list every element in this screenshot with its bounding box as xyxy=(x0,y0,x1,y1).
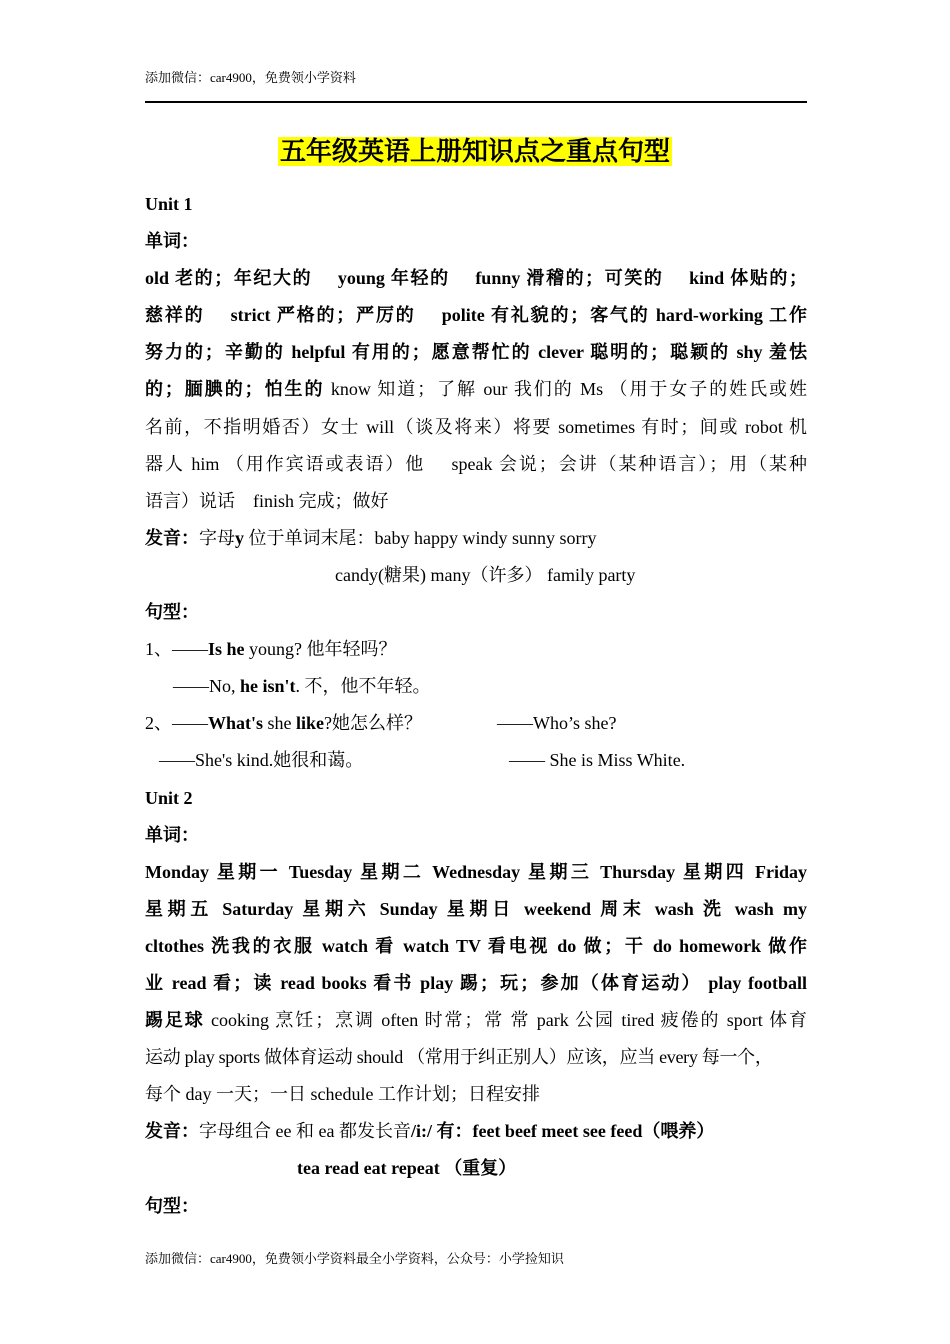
sentence-answer-right: —— She is Miss White. xyxy=(509,750,686,771)
sentence-key: What's xyxy=(208,713,264,734)
unit2-phonics-examples: /i:/ 有：feet beef meet see feed（喂养） xyxy=(410,1121,715,1142)
unit1-sentences-label: 句型： xyxy=(145,602,199,623)
unit2-vocab-line: 每个 day 一天；一日 schedule 工作计划；日程安排 xyxy=(145,1084,540,1105)
unit1-vocab-line: 努力的；辛勤的 helpful 有用的；愿意帮忙的 clever 聪明的；聪颖的 shy 羞怯 xyxy=(145,342,807,363)
sentence-key: he isn't xyxy=(240,676,296,697)
unit1-phonics-examples: 位于单词末尾：baby happy windy sunny sorry xyxy=(248,527,597,548)
page-header-note: 添加微信：car4900，免费领小学资料 xyxy=(145,70,356,85)
unit2-vocab-line: 运动 play sports 做体育运动 should （常用于纠正别人）应该，应当 every 每一个， xyxy=(145,1047,773,1068)
unit2-vocab-line xyxy=(145,1002,807,1039)
unit2-vocab-bold-part: 踢足球 xyxy=(145,1010,205,1031)
header-divider xyxy=(145,101,807,103)
unit1-phonics-text: 字母 xyxy=(199,527,235,548)
unit2-phonics-examples-2: tea read eat repeat （重复） xyxy=(297,1158,517,1179)
sentence-answer-right: ——Who’s she? xyxy=(497,713,617,734)
unit1-vocab-line: 语言）说话 finish 完成；做好 xyxy=(145,490,389,511)
unit2-sentences-label: 句型： xyxy=(145,1195,199,1216)
unit1-phonics-examples-2: candy(糖果) many（许多） family party xyxy=(335,564,636,585)
page-footer-note: 添加微信：car4900，免费领小学资料最全小学资料，公众号：小学捡知识 xyxy=(145,1251,564,1266)
sentence-key: Is he xyxy=(208,639,245,660)
unit1-sentence-2a xyxy=(145,705,807,742)
unit1-sentence-1a xyxy=(145,631,807,668)
unit2-phonics-text: 字母组合 ee 和 ea 都发长音 xyxy=(199,1121,411,1142)
unit1-sentence-2b xyxy=(145,742,807,779)
sentence-mid: she xyxy=(263,713,297,734)
unit1-sentence-1b xyxy=(145,668,807,705)
unit2-heading: Unit 2 xyxy=(145,787,193,808)
sentence-prefix: 2、—— xyxy=(145,713,208,734)
unit1-phonics-label: 发音： xyxy=(145,527,199,548)
document-body xyxy=(145,186,807,1225)
unit1-phonics xyxy=(145,520,807,557)
unit2-vocab-line: 业 read 看；读 read books 看书 play 踢；玩；参加（体育运动） play football xyxy=(145,972,807,993)
unit1-heading: Unit 1 xyxy=(145,194,193,214)
unit1-vocab-line: 器人 him （用作宾语或表语）他 speak 会说；会讲（某种语言）；用（某种 xyxy=(145,453,807,474)
unit2-vocab-line: Monday 星期一 Tuesday 星期二 Wednesday 星期三 Thursday 星期四 Friday xyxy=(145,861,807,882)
unit2-vocab-label: 单词： xyxy=(145,824,199,845)
unit1-vocab-line xyxy=(145,371,807,408)
unit2-vocab-line: 星期五 Saturday 星期六 Sunday 星期日 weekend 周末 wash 洗 wash my xyxy=(145,898,807,919)
unit1-phonics-letter: y xyxy=(235,527,244,548)
title-highlight: 五年级英语上册知识点之重点句型 xyxy=(279,137,670,166)
sentence-rest: ?她怎么样？ xyxy=(324,713,423,734)
unit2-vocab-line: cltothes 洗我的衣服 watch 看 watch TV 看电视 do 做；干 do homework 做作 xyxy=(145,935,807,956)
unit2-phonics-label: 发音： xyxy=(145,1121,199,1142)
sentence-rest: . 不，他不年轻。 xyxy=(295,676,431,697)
unit1-vocab-label: 单词： xyxy=(145,231,199,252)
sentence-rest: young? 他年轻吗？ xyxy=(244,639,397,660)
unit2-vocab-regular-part: cooking 烹饪；烹调 often 时常；常 常 park 公园 tired 疲倦的 sport 体育 xyxy=(211,1010,807,1031)
sentence-prefix: 1、—— xyxy=(145,639,208,660)
unit1-vocab-line: 名前，不指明婚否）女士 will（谈及将来）将要 sometimes 有时；间或 robot 机 xyxy=(145,416,807,437)
unit2-phonics xyxy=(145,1113,807,1150)
sentence-prefix: ——No, xyxy=(173,676,240,697)
unit1-vocab-line: 慈祥的 strict 严格的；严厉的 polite 有礼貌的；客气的 hard-working 工作 xyxy=(145,305,807,326)
sentence-key: like xyxy=(296,713,325,734)
unit1-vocab-bold-part: 的；腼腆的；怕生的 xyxy=(145,379,325,400)
sentence-answer: ——She's kind.她很和蔼。 xyxy=(159,750,364,771)
unit1-vocab-line: old 老的；年纪大的 young 年轻的 funny 滑稽的；可笑的 kind 体贴的； xyxy=(145,268,807,289)
unit1-vocab-regular-part: know 知道；了解 our 我们的 Ms （用于女子的姓氏或姓 xyxy=(330,379,807,400)
page-title xyxy=(0,131,950,168)
